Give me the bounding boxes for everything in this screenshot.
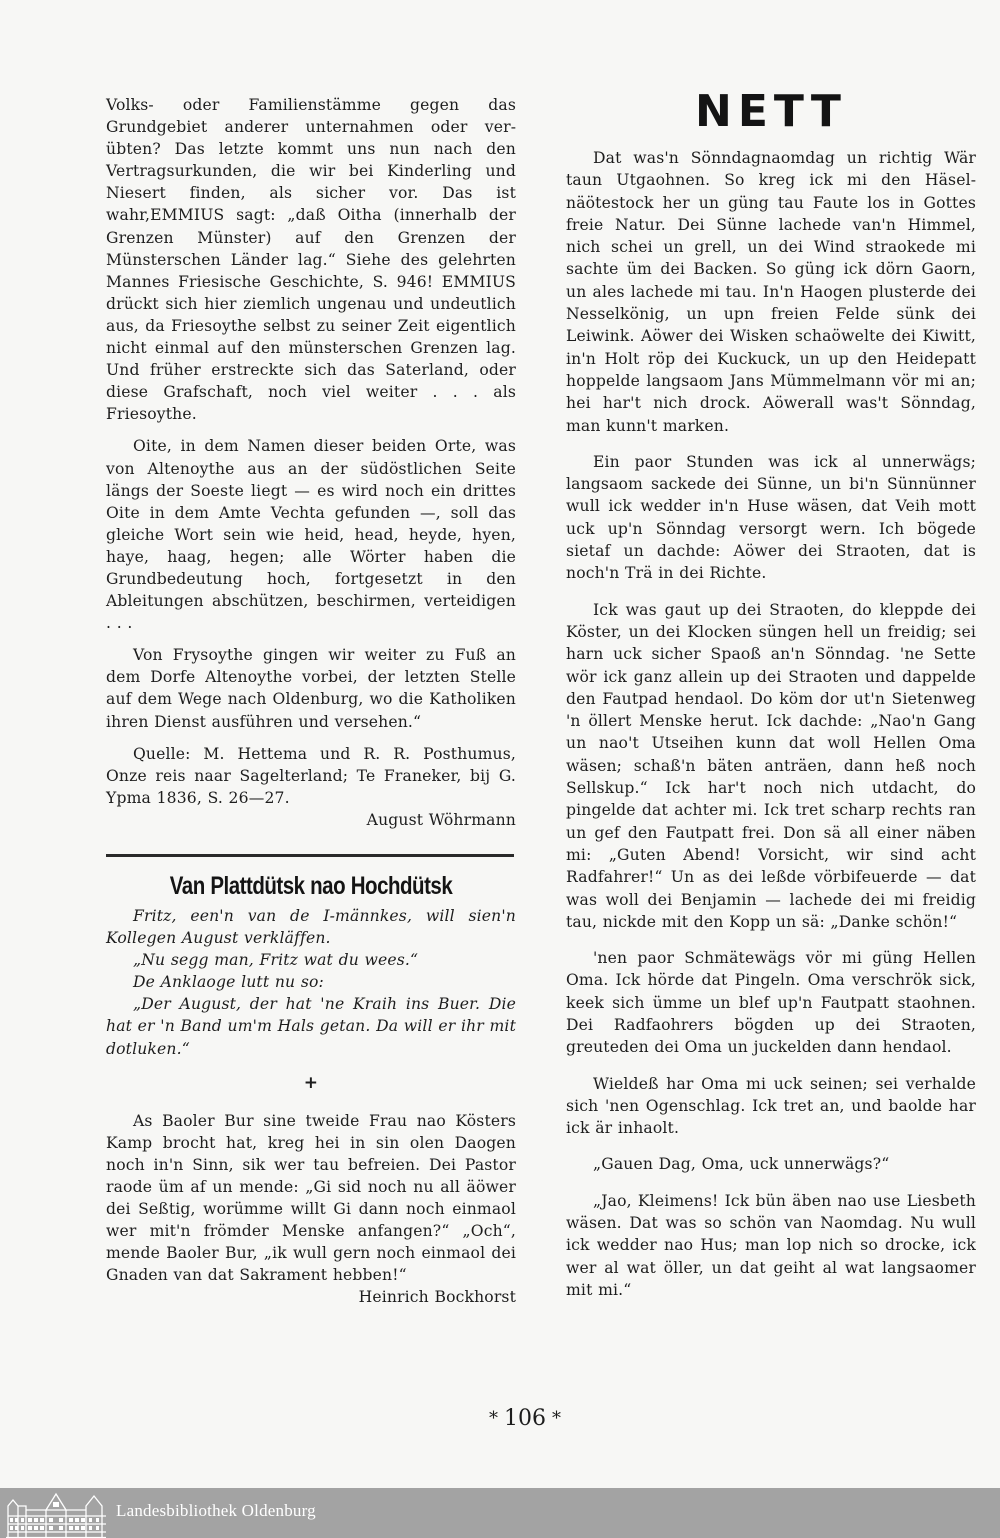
dialogue-line: „Gauen Dag, Oma, uck unnerwägs?“: [593, 1155, 890, 1174]
article-friesoythe: [106, 94, 516, 831]
paragraph: Oite, in dem Namen dieser beiden Orte, was von Altenoythe aus an der südöstlichen Seite längs der Soeste liegt — es wird noch ein drittes Oite in dem Amte Vechta gefunden —, soll das gleiche Wort sein wie heid, head, heyde, hyen, haye, haag, hegen; alle Wörter haben die Grundbedeutung hoch, fortgesetzt in den Ableitungen abschützen, beschirmen, verteidigen . . .: [106, 437, 516, 633]
paragraph: Von Frysoythe gingen wir weiter zu Fuß an dem Dorfe Altenoythe vorbei, der letzten Stelle auf dem Wege nach Oldenburg, wo die Katholiken ihren Dienst ausführen und versehen.“: [106, 646, 516, 731]
paragraph: Ick was gaut up dei Straoten, do kleppde dei Köster, un dei Klocken süngen hell un freidig; sei harn uck sicher Spaoß an'n Sönndag. 'ne Sette wör ick ganz allein up dei Straoten und dappelde den Fautpad hendaol. Do köm dor ut'n Sietenweg 'n öllert Menske herut. Ick dachde: „Nao'n Gang un nao't Utseihen kunn dat woll Hellen Oma wäsen; schaß'n bäten anträen, dann heß noch Sellskup.“ Ick har't noch nich utdacht, do pingelde dat achter mi. Ick tret scharp rechts ran un gef den Fautpatt frei. Don sä all einer näben mi: „Guten Abend! Vorsicht, wir sind acht Radfahrer!“ Un as dei leßde vörbifeuerde — dat was woll dei Benjamin — lachede dei mi freidig tau, nickde mit den Kopp un sä: „Danke schön!“: [566, 600, 976, 931]
paragraph: 'nen paor Schmätewägs vör mi güng Hellen Oma. Ick hörde dat Pingeln. Oma verschrök sick, keek sich ümme un blef up'n Fautpatt staohnen. Dei Radfaohrers bögden up dei Straoten, greuteden dei Oma un juckelden dann hendaol.: [566, 949, 976, 1057]
cross-separator-icon: +: [303, 1072, 319, 1093]
italic-anecdote: [106, 905, 516, 1060]
library-building-icon: [6, 1490, 108, 1538]
page-number-value: 106: [504, 1406, 546, 1431]
paragraph: „Der August, der hat 'ne Kraih ins Buer. Die hat er 'n Band um'm Hals getan. Da will er ihr mit dotluken.“: [106, 995, 516, 1058]
paragraph: De Anklaoge lutt nu so:: [133, 973, 324, 992]
asterisk-icon: *: [489, 1408, 498, 1429]
page-number: [0, 1404, 1000, 1435]
library-name: Landesbibliothek Oldenburg: [116, 1501, 316, 1520]
library-footer: [0, 1488, 1000, 1538]
asterisk-icon: *: [552, 1408, 561, 1429]
paragraph: Ein paor Stunden was ick al unnerwägs; langsaom sackede dei Sünne, un bi'n Sünnünner wull ick wedder in'n Huse wäsen, dat Veih mott uck up'n Sönndag versorgt wern. Ich bögede sietaf un dachde: Aöwer dei Straoten, dat is noch'n Trä in dei Richte.: [566, 452, 976, 583]
paragraph: Dat was'n Sönndagnaomdag un richtig Wär taun Utgaohnen. So kreg ick mi den Häselnäötestock her un güng tau Faute los in Gottes freie Natur. Dei Sünne lachede van'n Himmel, nich schei un grell, un dei Wind straokede mi sachte üm dei Backen. So güng ick dörn Gaorn, un ales lachede mi tau. In'n Haogen plusterde dei Nesselkönig, un upn freien Felde sünk dei Leiwink. Aöwer dei Wisken schaöwelte dei Kiwitt, in'n Holt röp dei Kuckuck, un up den Heidepatt hoppelde langsaom Jans Mümmelmann vör mi an; hei har't nich drock. Aöwerall was't Sönndag, man kunn't marken.: [566, 149, 976, 435]
author-signature: August Wöhrmann: [366, 810, 516, 829]
paragraph: Fritz, een'n van de I-männkes, will sien'n Kollegen August verkläffen.: [106, 907, 516, 948]
dialogue-line: „Jao, Kleimens! Ick bün äben nao use Liesbeth wäsen. Dat was so schön van Naomdag. Nu wull ick wedder nao Hus; man lop nich so drocke, ick wer al wat öller, un dat geiht al wat langsaomer mit mi.“: [566, 1191, 976, 1299]
paragraph: Wieldeß har Oma mi uck seinen; sei verhalde sich 'nen Ogenschlag. Ick tret an, und baolde har ick är inhaolt.: [566, 1074, 976, 1138]
paragraph: As Baoler Bur sine tweide Frau nao Kösters Kamp brocht hat, kreg hei in sin olen Daogen noch in'n Sinn, sik wer tau befreien. Dei Pastor raode üm af un mende: „Gi sid noch nu all äöwer dei Seßtig, worümme willt Gi dann noch einmaol wer mit'n frömder Menske anfangen?“ „Och“, mende Baoler Bur, „ik wull gern noch einmaol dei Gnaden van dat Sakrament hebben!“: [106, 1111, 516, 1285]
paragraph: „Nu segg man, Fritz wat du wees.“: [133, 951, 419, 970]
article-plattdeutsch: [106, 871, 516, 1309]
section-divider: [106, 854, 514, 857]
author-signature: Heinrich Bockhorst: [358, 1288, 516, 1307]
paragraph: Volks- oder Familienstämme gegen das Grundgebiet anderer unternahmen oder verübten? Das letzte kommt uns nun nach den Vertragsurkunden, die wir bei Kinderling und Niesert finden, als sicher vor. Das ist wahr,EMMIUS sagt: „daß Oitha (innerhalb der Grenzen Münster) auf den Grenzen der Münsterschen Länder lag.“ Siehe des gelehrten Mannes Friesische Geschichte, S. 946! EMMIUS drückt sich hier ziemlich ungenau und undeutlich aus, da Friesoythe selbst zu seiner Zeit eigentlich nicht einmal auf den münsterschen Grenzen lag. Und früher erstreckte sich das Saterland, oder diese Grafschaft, noch viel weiter . . . als Friesoythe.: [106, 96, 516, 424]
source-citation: Quelle: M. Hettema und R. R. Posthumus, Onze reis naar Sagelterland; Te Franeker, bij G. Ypma 1836, S. 26—27.: [106, 744, 516, 807]
left-column: [106, 94, 516, 1309]
right-column: [566, 87, 976, 1301]
article-title: NETT: [695, 86, 847, 137]
article-title: Van Plattdütsk nao Hochdütsk: [169, 872, 453, 900]
